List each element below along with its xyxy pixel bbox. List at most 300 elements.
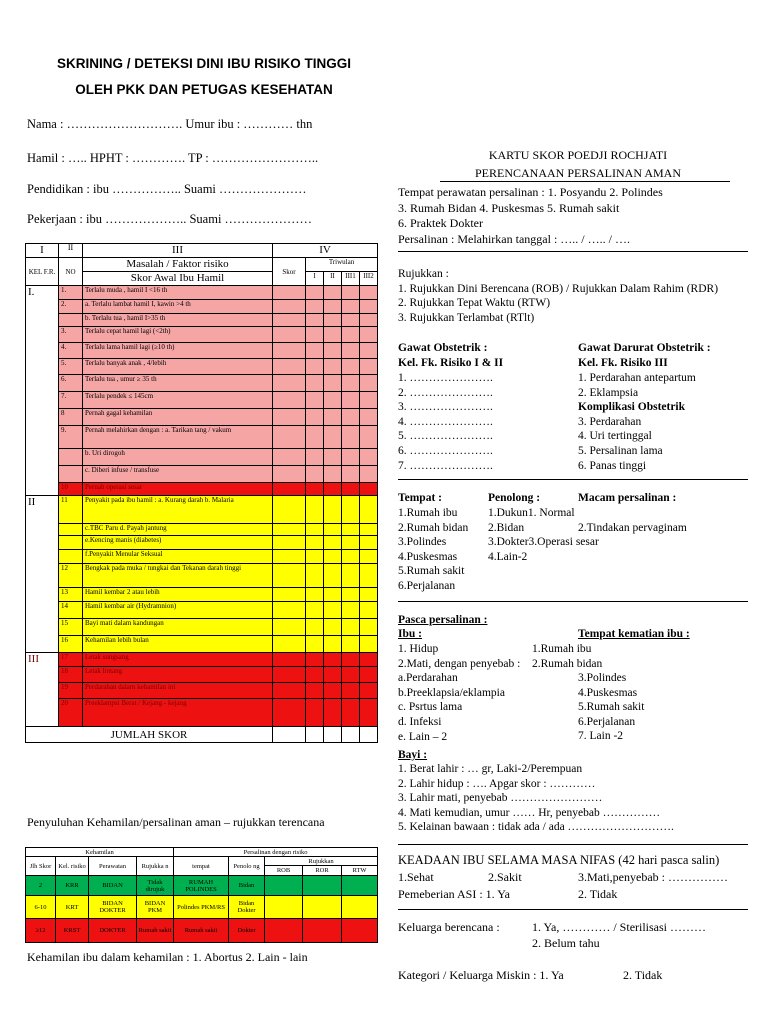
table-row	[26, 496, 378, 524]
skor-cell[interactable]	[273, 683, 306, 699]
divider	[398, 251, 748, 252]
table-cell: Rumah sakit	[137, 919, 174, 943]
table-cell: KRST	[56, 919, 89, 943]
skor-cell[interactable]	[273, 449, 306, 466]
header-skor: Skor	[273, 258, 306, 286]
table-row	[26, 409, 378, 426]
gawat-list	[398, 371, 493, 473]
risk-factor-text: Terlalu pendek ≤ 145cm	[83, 392, 273, 409]
triwulan-cell[interactable]	[324, 327, 342, 343]
skor-cell[interactable]	[273, 524, 306, 536]
kel-fr-cell: I.	[26, 286, 59, 496]
triwulan-cell[interactable]	[324, 619, 342, 636]
header-masalah: Masalah / Faktor risiko	[83, 258, 273, 272]
triwulan-cell[interactable]	[306, 300, 324, 314]
row-number: 14	[59, 602, 83, 619]
triwulan-cell[interactable]	[360, 286, 378, 300]
triwulan-cell[interactable]	[342, 653, 360, 667]
table-row	[26, 359, 378, 375]
jlh-header: Jlh Skor	[26, 857, 56, 876]
skor-cell[interactable]	[273, 602, 306, 619]
penyuluhan-text: Penyuluhan Kehamilan/persalinan aman – rujukkan terencana	[27, 815, 325, 829]
header-t2: II	[324, 272, 342, 286]
table-cell: Rumah sakit	[174, 919, 229, 943]
referral-table	[25, 847, 378, 943]
triwulan-cell[interactable]	[306, 588, 324, 602]
triwulan-cell[interactable]	[324, 375, 342, 392]
triwulan-cell[interactable]	[324, 653, 342, 667]
skor-cell[interactable]	[273, 619, 306, 636]
gawat-item: 5. ………………….	[398, 430, 493, 443]
kb-option-1: 1. Ya, ………… / Sterilisasi ………	[532, 920, 707, 934]
risk-factor-text: a. Terlalu lambat hamil I, kawin >4 th	[83, 300, 273, 314]
triwulan-cell[interactable]	[360, 667, 378, 683]
row-number: 16	[59, 636, 83, 653]
row-number	[59, 524, 83, 536]
skor-cell[interactable]	[273, 327, 306, 343]
triwulan-cell[interactable]	[342, 619, 360, 636]
risk-factor-text: Pernah melahirkan dengan : a. Tarikan tang / vakum	[83, 426, 273, 449]
row-number	[59, 314, 83, 327]
risk-factor-text: Terlalu lama hamil lagi (≥10 th)	[83, 343, 273, 359]
triwulan-cell[interactable]	[342, 524, 360, 536]
triwulan-cell[interactable]	[306, 496, 324, 524]
skor-cell[interactable]	[273, 409, 306, 426]
bayi-heading: Bayi :	[398, 749, 428, 761]
keadaan-3: 3.Mati,penyebab : ……………	[578, 870, 728, 884]
risk-factor-text: Hamil kembar 2 atau lebih	[83, 588, 273, 602]
triwulan-cell[interactable]	[360, 653, 378, 667]
bayi-list: 1. Berat lahir : … gr, Laki-2/Perempuan 2. Lahir hidup : …. Apgar skor : ………… 3. Lahir mati, penyebab …………………… 4. Mati kemudian, umur …… Hr, penyebab …………… 5. Kelainan bawaan : tidak ada / ada ……………………….	[398, 763, 674, 834]
triwulan-cell[interactable]	[324, 683, 342, 699]
row-number: 13	[59, 588, 83, 602]
risk-factor-text: Letak lintang	[83, 667, 273, 683]
triwulan-cell[interactable]	[324, 314, 342, 327]
skor-cell[interactable]	[273, 392, 306, 409]
triwulan-cell[interactable]	[324, 286, 342, 300]
keadaan-2: 2.Sakit	[488, 870, 522, 884]
hamil-field: Hamil : ….. HPHT : …………. TP : ……………………..	[27, 151, 319, 165]
table-cell: KRT	[56, 896, 89, 919]
miskin-label: Kategori / Keluarga Miskin : 1. Ya	[398, 968, 564, 982]
penolong-heading: Penolong :	[488, 492, 541, 504]
triwulan-cell[interactable]	[342, 314, 360, 327]
rujukkan-list: Rujukkan : 1. Rujukkan Dini Berencana (ROB) / Rujukkan Dalam Rahim (RDR) 2. Rujukkan Tepat Waktu (RTW) 3. Rujukkan Terlambat (RTlt)	[398, 268, 719, 324]
triwulan-cell[interactable]	[360, 619, 378, 636]
kel-fr-cell: III	[26, 653, 59, 727]
triwulan-cell[interactable]	[306, 314, 324, 327]
skor-cell[interactable]	[273, 667, 306, 683]
triwulan-cell[interactable]	[306, 653, 324, 667]
tempat-header: tempat	[174, 857, 229, 876]
divider	[398, 909, 748, 910]
risk-factor-text: f.Penyakit Menular Seksual	[83, 550, 273, 564]
table-cell: Dokter	[229, 919, 265, 943]
skor-cell[interactable]	[273, 564, 306, 588]
triwulan-cell[interactable]	[342, 683, 360, 699]
header-col-iv: IV	[273, 244, 378, 258]
kehamilan-ibu-text: Kehamilan ibu dalam kehamilan : 1. Abortus 2. Lain - lain	[27, 950, 308, 964]
kel-header: Kel. risiko	[56, 857, 89, 876]
tempat-kematian-heading: Tempat kematian ibu :	[578, 628, 690, 640]
triwulan-cell[interactable]	[360, 392, 378, 409]
triwulan-cell[interactable]	[324, 483, 342, 496]
triwulan-cell[interactable]	[324, 449, 342, 466]
triwulan-cell[interactable]	[360, 343, 378, 359]
triwulan-cell[interactable]	[306, 564, 324, 588]
header-col-iii: III	[83, 244, 273, 258]
skor-cell[interactable]	[273, 343, 306, 359]
skor-cell[interactable]	[273, 653, 306, 667]
header-no: NO	[59, 258, 83, 286]
table-row	[26, 300, 378, 314]
triwulan-cell[interactable]	[324, 524, 342, 536]
triwulan-cell[interactable]	[306, 602, 324, 619]
triwulan-cell[interactable]	[360, 524, 378, 536]
kel-fr-cell: II	[26, 496, 59, 653]
row-number	[59, 449, 83, 466]
triwulan-cell[interactable]	[324, 392, 342, 409]
divider	[398, 844, 748, 845]
kartu-title: KARTU SKOR POEDJI ROCHJATI	[488, 148, 668, 162]
row-number: 2.	[59, 300, 83, 314]
triwulan-cell[interactable]	[360, 466, 378, 483]
row-number: 11	[59, 496, 83, 524]
skor-cell[interactable]	[273, 300, 306, 314]
triwulan-cell[interactable]	[360, 314, 378, 327]
triwulan-cell[interactable]	[306, 327, 324, 343]
asi-tidak: 2. Tidak	[578, 887, 618, 901]
triwulan-cell[interactable]	[324, 359, 342, 375]
rob-header: ROB	[265, 866, 303, 876]
risk-factor-text: c. Diberi infuse / transfuse	[83, 466, 273, 483]
triwulan-cell[interactable]	[306, 392, 324, 409]
ibu-heading: Ibu :	[398, 628, 422, 640]
skor-cell[interactable]	[273, 483, 306, 496]
table-row	[26, 667, 378, 683]
triwulan-cell[interactable]	[324, 343, 342, 359]
rujukkan-header: Rujukka n	[137, 857, 174, 876]
triwulan-cell[interactable]	[306, 619, 324, 636]
table-row: 2	[26, 876, 56, 896]
rtw-header: RTW	[342, 866, 378, 876]
triwulan-cell[interactable]	[324, 602, 342, 619]
header-t4: III2	[360, 272, 378, 286]
table-cell: BIDAN	[89, 876, 137, 896]
table-cell: BIDAN DOKTER	[89, 896, 137, 919]
gawat-item: 2. ………………….	[398, 386, 493, 399]
triwulan-cell[interactable]	[360, 683, 378, 699]
triwulan-cell[interactable]	[360, 359, 378, 375]
triwulan-cell[interactable]	[360, 426, 378, 449]
triwulan-cell[interactable]	[306, 466, 324, 483]
triwulan-cell[interactable]	[324, 588, 342, 602]
table-cell: KRR	[56, 876, 89, 896]
triwulan-cell[interactable]	[342, 699, 360, 727]
risk-factor-text: Preeklampsi Berat / Kejang - kejang	[83, 699, 273, 727]
triwulan-cell[interactable]	[342, 536, 360, 550]
risk-factor-text: Hamil kembar air (Hydramnion)	[83, 602, 273, 619]
keadaan-1: 1.Sehat	[398, 870, 434, 884]
triwulan-cell[interactable]	[342, 602, 360, 619]
header-t1: I	[306, 272, 324, 286]
table-row	[26, 619, 378, 636]
gawat-item: 6. ………………….	[398, 444, 493, 457]
penolong-list: 1.Dukun1. Normal 2.Bidan 3.Dokter3.Operasi sesar 4.Lain-2	[488, 507, 599, 563]
table-cell: Tidak dirujuk	[137, 876, 174, 896]
table-cell: RUMAH POLINDES	[174, 876, 229, 896]
risk-factor-text: Bayi mati dalam kandungan	[83, 619, 273, 636]
triwulan-cell[interactable]	[342, 550, 360, 564]
skor-cell[interactable]	[273, 496, 306, 524]
table-row	[26, 524, 378, 536]
asi-field: Pemeberian ASI : 1. Ya	[398, 887, 510, 901]
triwulan-cell[interactable]	[360, 536, 378, 550]
row-number: 15	[59, 619, 83, 636]
triwulan-cell[interactable]	[306, 343, 324, 359]
triwulan-cell[interactable]	[306, 449, 324, 466]
triwulan-cell[interactable]	[324, 564, 342, 588]
triwulan-cell[interactable]	[342, 300, 360, 314]
triwulan-cell[interactable]	[360, 300, 378, 314]
triwulan-cell[interactable]	[342, 483, 360, 496]
triwulan-cell[interactable]	[306, 483, 324, 496]
table-row	[26, 314, 378, 327]
triwulan-cell[interactable]	[306, 409, 324, 426]
triwulan-cell[interactable]	[342, 343, 360, 359]
risk-factor-text: Terlalu banyak anak , 4/lebih	[83, 359, 273, 375]
risk-factor-text: Terlalu tua , umur ≥ 35 th	[83, 375, 273, 392]
risk-factor-text: b. Terlalu tua , hamil I>35 th	[83, 314, 273, 327]
table-row	[26, 636, 378, 653]
risk-factor-text: b. Uri dirogoh	[83, 449, 273, 466]
skor-cell[interactable]	[273, 286, 306, 300]
gawat-item: 3. ………………….	[398, 401, 493, 414]
keadaan-heading: KEADAAN IBU SELAMA MASA NIFAS (42 hari pasca salin)	[398, 853, 720, 867]
triwulan-cell[interactable]	[324, 536, 342, 550]
rujukkan2-header: Rujukkan	[265, 857, 378, 866]
skor-cell[interactable]	[273, 466, 306, 483]
divider	[398, 601, 748, 602]
tempat-perawatan: Tempat perawatan persalinan : 1. Posyandu 2. Polindes 3. Rumah Bidan 4. Puskesmas 5. Rumah sakit 6. Praktek Dokter Persalinan : Melahirkan tanggal : ….. / ….. / ….	[398, 185, 663, 246]
table-cell: Polindes PKM/RS	[174, 896, 229, 919]
risk-factor-text: Pernah gagal kehamilan	[83, 409, 273, 426]
tempat-list: 1.Rumah ibu 2.Rumah bidan 3.Polindes 4.Puskesmas 5.Rumah sakit 6.Perjalanan	[398, 507, 469, 592]
table-row	[26, 466, 378, 483]
table-row	[26, 343, 378, 359]
triwulan-cell[interactable]	[360, 550, 378, 564]
triwulan-cell[interactable]	[342, 375, 360, 392]
table-row: 6-10	[26, 896, 56, 919]
triwulan-cell[interactable]	[324, 409, 342, 426]
risk-factor-text: Kehamilan lebih bulan	[83, 636, 273, 653]
triwulan-cell[interactable]	[306, 536, 324, 550]
row-number: 20	[59, 699, 83, 727]
skor-cell[interactable]	[273, 536, 306, 550]
triwulan-cell[interactable]	[306, 524, 324, 536]
triwulan-cell[interactable]	[342, 392, 360, 409]
skor-cell[interactable]	[273, 375, 306, 392]
divider	[440, 181, 730, 182]
triwulan-cell[interactable]	[342, 286, 360, 300]
table-row	[26, 327, 378, 343]
triwulan-cell[interactable]	[342, 359, 360, 375]
header-triwulan: Triwulan	[306, 258, 378, 272]
table-row: ≥12	[26, 919, 56, 943]
table-row	[26, 449, 378, 466]
pasca-heading: Pasca persalinan :	[398, 614, 488, 626]
tempat-kematian-list: 1.Rumah ibu 2.Rumah bidan	[532, 643, 603, 670]
table-row	[26, 375, 378, 392]
triwulan-cell[interactable]	[360, 699, 378, 727]
tempat-kematian-list-2: 3.Polindes 4.Puskesmas 5.Rumah sakit 6.Perjalanan 7. Lain -2	[578, 672, 645, 743]
macam-list: 2.Tindakan pervaginam	[578, 522, 687, 534]
row-number: 6.	[59, 375, 83, 392]
perawatan-header: Perawatan	[89, 857, 137, 876]
triwulan-cell[interactable]	[360, 327, 378, 343]
gawat-darurat-list: 1. Perdarahan antepartum 2. Eklampsia Komplikasi Obstetrik 3. Perdarahan 4. Uri tertinggal 5. Persalinan lama 6. Panas tinggi	[578, 372, 696, 472]
table-cell: Bidan Dokter	[229, 896, 265, 919]
gawat-obstetrik-heading: Gawat Obstetrik : Kel. Fk. Risiko I & II	[398, 342, 504, 369]
skor-cell[interactable]	[273, 359, 306, 375]
triwulan-cell[interactable]	[360, 496, 378, 524]
header-kel: KEL F.R.	[26, 258, 59, 286]
row-number	[59, 536, 83, 550]
triwulan-cell[interactable]	[342, 466, 360, 483]
risk-factor-text: Terlalu muda , hamil I <16 th	[83, 286, 273, 300]
skor-cell[interactable]	[273, 588, 306, 602]
triwulan-cell[interactable]	[360, 636, 378, 653]
triwulan-cell[interactable]	[306, 667, 324, 683]
triwulan-cell[interactable]	[306, 683, 324, 699]
macam-heading: Macam persalinan :	[578, 492, 677, 504]
triwulan-cell[interactable]	[342, 496, 360, 524]
triwulan-cell[interactable]	[324, 636, 342, 653]
header-skor-awal: Skor Awal Ibu Hamil	[83, 272, 273, 286]
table-row	[26, 683, 378, 699]
triwulan-cell[interactable]	[324, 550, 342, 564]
table-row	[26, 550, 378, 564]
triwulan-cell[interactable]	[324, 300, 342, 314]
risk-factor-text: Penyakit pada ibu hamil : a. Kurang darah b. Malaria	[83, 496, 273, 524]
risk-factor-text: Letak sungsang	[83, 653, 273, 667]
table-row	[26, 564, 378, 588]
row-number: 4.	[59, 343, 83, 359]
triwulan-cell[interactable]	[360, 449, 378, 466]
triwulan-cell[interactable]	[306, 359, 324, 375]
triwulan-cell[interactable]	[360, 409, 378, 426]
persalinan-header: Persalinan dengan risiko	[174, 848, 378, 857]
skor-cell[interactable]	[273, 699, 306, 727]
kartu-subtitle: PERENCANAAN PERSALINAN AMAN	[474, 166, 681, 180]
skor-cell[interactable]	[273, 636, 306, 653]
triwulan-cell[interactable]	[306, 426, 324, 449]
row-number: 19	[59, 683, 83, 699]
kehamilan-header: Kehamilan	[26, 848, 174, 857]
triwulan-cell[interactable]	[360, 602, 378, 619]
triwulan-cell[interactable]	[324, 466, 342, 483]
triwulan-cell[interactable]	[342, 449, 360, 466]
row-number: 9.	[59, 426, 83, 449]
risk-factor-table	[25, 243, 378, 743]
row-number: 3.	[59, 327, 83, 343]
row-number: 7.	[59, 392, 83, 409]
row-number: 8	[59, 409, 83, 426]
page-title: SKRINING / DETEKSI DINI IBU RISIKO TINGGI	[56, 56, 352, 71]
triwulan-cell[interactable]	[342, 327, 360, 343]
kb-label: Keluarga berencana :	[398, 920, 500, 934]
kb-option-2: 2. Belum tahu	[532, 936, 600, 950]
skor-cell[interactable]	[273, 426, 306, 449]
triwulan-cell[interactable]	[342, 564, 360, 588]
triwulan-cell[interactable]	[342, 588, 360, 602]
header-col-i: I	[26, 244, 59, 258]
triwulan-cell[interactable]	[324, 699, 342, 727]
triwulan-cell[interactable]	[360, 483, 378, 496]
triwulan-cell[interactable]	[342, 667, 360, 683]
nama-field: Nama : ………………………. Umur ibu : ………… thn	[27, 117, 313, 131]
row-number	[59, 466, 83, 483]
risk-factor-text: Pernah operasi sesar	[83, 483, 273, 496]
header-t3: III1	[342, 272, 360, 286]
table-cell: BIDAN PKM	[137, 896, 174, 919]
risk-factor-text: Perdarahan dalam kehamilan ini	[83, 683, 273, 699]
pendidikan-field: Pendidikan : ibu …………….. Suami …………………	[27, 182, 307, 196]
gawat-item: 1. ………………….	[398, 372, 493, 384]
row-number: 1.	[59, 286, 83, 300]
gawat-darurat-heading: Gawat Darurat Obstetrik : Kel. Fk. Risiko III	[578, 342, 711, 369]
page-subtitle: OLEH PKK DAN PETUGAS KESEHATAN	[75, 82, 333, 97]
ibu-list: 1. Hidup 2.Mati, dengan penyebab : a.Perdarahan b.Preeklapsia/eklampia c. Psrtus lama d. Infeksi e. Lain – 2	[398, 643, 521, 743]
triwulan-cell[interactable]	[306, 636, 324, 653]
row-number	[59, 550, 83, 564]
risk-factor-text: Terlalu cepat hamil lagi (<2th)	[83, 327, 273, 343]
triwulan-cell[interactable]	[342, 409, 360, 426]
table-row	[26, 392, 378, 409]
triwulan-cell[interactable]	[306, 375, 324, 392]
triwulan-cell[interactable]	[306, 699, 324, 727]
triwulan-cell[interactable]	[306, 286, 324, 300]
skor-cell[interactable]	[273, 314, 306, 327]
gawat-item: 4. ………………….	[398, 415, 493, 428]
table-row	[26, 699, 378, 727]
triwulan-cell[interactable]	[360, 564, 378, 588]
header-col-ii: II	[59, 244, 83, 258]
skor-cell[interactable]	[273, 550, 306, 564]
penolong-header: Penolo ng	[229, 857, 265, 876]
triwulan-cell[interactable]	[360, 588, 378, 602]
table-row	[26, 602, 378, 619]
ror-header: ROR	[303, 866, 342, 876]
table-row	[26, 426, 378, 449]
gawat-item: 7. ………………….	[398, 459, 493, 472]
risk-factor-text: Bengkak pada muka / tungkai dan Tekanan darah tinggi	[83, 564, 273, 588]
triwulan-cell[interactable]	[342, 636, 360, 653]
table-row	[26, 483, 378, 496]
table-row	[26, 653, 378, 667]
table-row	[26, 536, 378, 550]
triwulan-cell[interactable]	[324, 667, 342, 683]
triwulan-cell[interactable]	[342, 426, 360, 449]
triwulan-cell[interactable]	[324, 496, 342, 524]
jumlah-skor-label: JUMLAH SKOR	[26, 727, 273, 743]
triwulan-cell[interactable]	[306, 550, 324, 564]
triwulan-cell[interactable]	[360, 375, 378, 392]
tempat-heading: Tempat :	[398, 492, 442, 504]
miskin-tidak: 2. Tidak	[623, 968, 663, 982]
triwulan-cell[interactable]	[324, 426, 342, 449]
row-number: 5.	[59, 359, 83, 375]
